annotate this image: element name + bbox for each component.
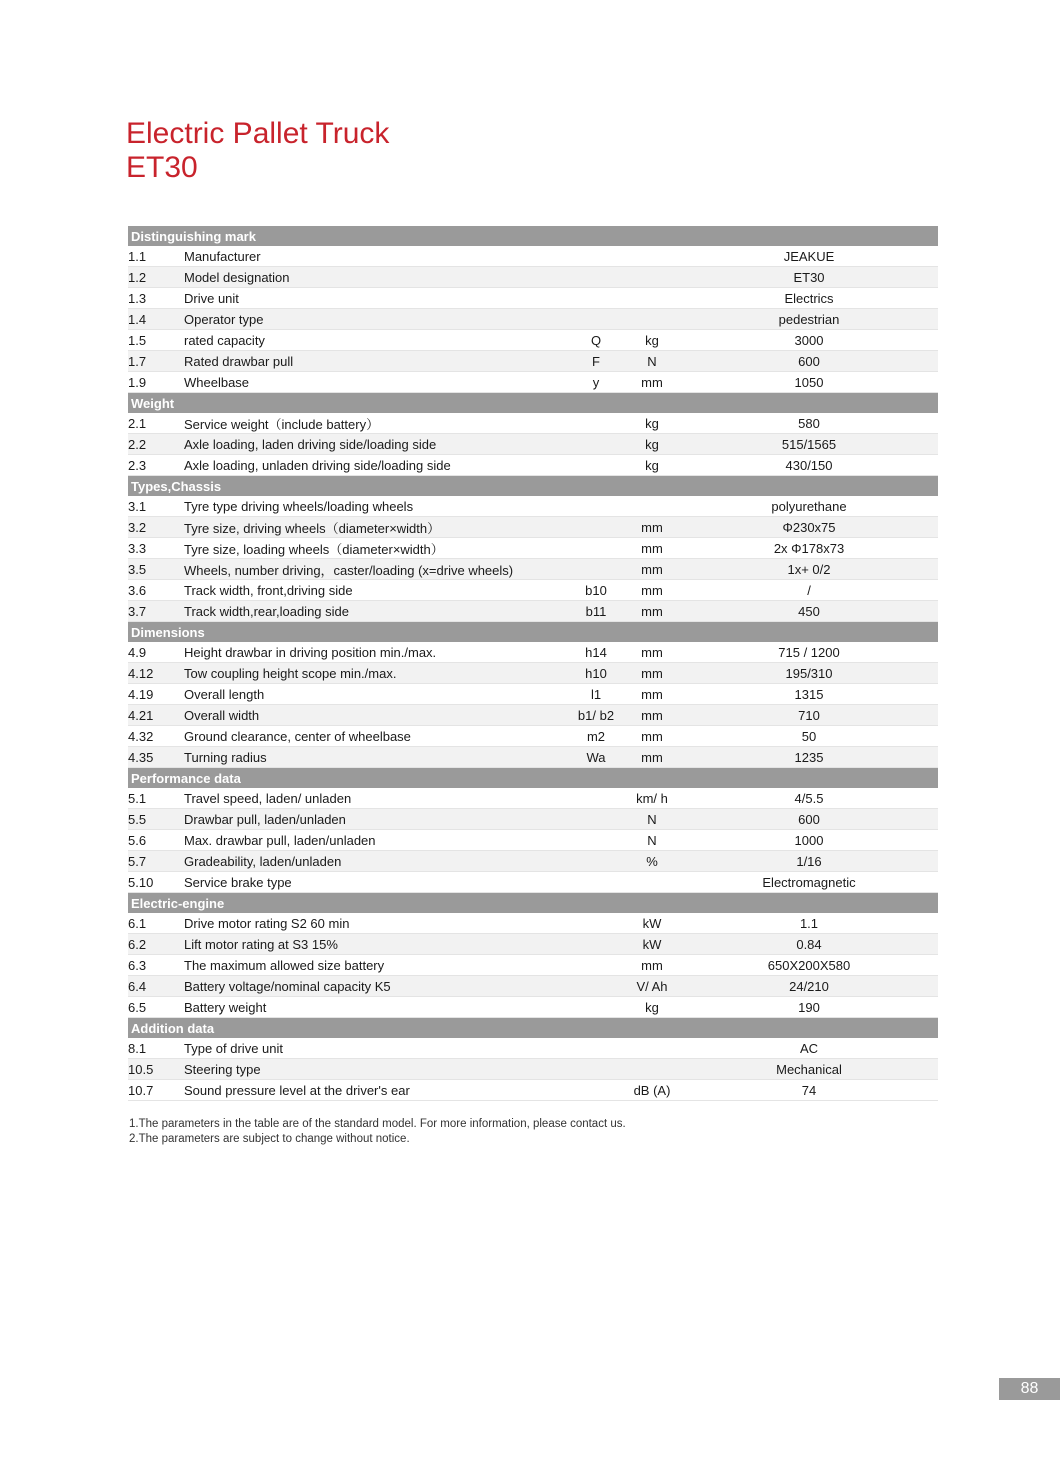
row-number: 1.4 xyxy=(128,309,184,330)
row-number: 4.21 xyxy=(128,705,184,726)
symbol: y xyxy=(568,372,624,393)
row-number: 4.9 xyxy=(128,642,184,663)
section-title: Dimensions xyxy=(128,622,938,643)
table-row xyxy=(128,976,938,997)
row-number: 2.3 xyxy=(128,455,184,476)
parameter-name: Tyre size, driving wheels（diameter×width） xyxy=(184,517,568,538)
symbol xyxy=(568,517,624,538)
row-number: 6.2 xyxy=(128,934,184,955)
unit: mm xyxy=(624,517,680,538)
value: 0.84 xyxy=(680,934,938,955)
section-title: Addition data xyxy=(128,1018,938,1039)
table-row xyxy=(128,809,938,830)
value: 195/310 xyxy=(680,663,938,684)
table-row xyxy=(128,413,938,434)
parameter-name: Operator type xyxy=(184,309,568,330)
row-number: 4.19 xyxy=(128,684,184,705)
value: / xyxy=(680,580,938,601)
value: 2x Φ178x73 xyxy=(680,538,938,559)
symbol xyxy=(568,934,624,955)
model-title: ET30 xyxy=(126,151,198,184)
symbol: b10 xyxy=(568,580,624,601)
symbol xyxy=(568,976,624,997)
parameter-name: Max. drawbar pull, laden/unladen xyxy=(184,830,568,851)
unit: mm xyxy=(624,642,680,663)
table-row xyxy=(128,538,938,559)
parameter-name: Model designation xyxy=(184,267,568,288)
parameter-name: Drawbar pull, laden/unladen xyxy=(184,809,568,830)
unit: mm xyxy=(624,372,680,393)
row-number: 4.32 xyxy=(128,726,184,747)
symbol xyxy=(568,413,624,434)
row-number: 6.5 xyxy=(128,997,184,1018)
value: 580 xyxy=(680,413,938,434)
table-row xyxy=(128,747,938,768)
unit xyxy=(624,288,680,309)
symbol xyxy=(568,288,624,309)
table-row xyxy=(128,726,938,747)
row-number: 2.1 xyxy=(128,413,184,434)
parameter-name: Drive unit xyxy=(184,288,568,309)
unit: N xyxy=(624,830,680,851)
row-number: 1.5 xyxy=(128,330,184,351)
value: 1x+ 0/2 xyxy=(680,559,938,580)
row-number: 3.7 xyxy=(128,601,184,622)
section-title: Performance data xyxy=(128,768,938,789)
value: 710 xyxy=(680,705,938,726)
table-row xyxy=(128,246,938,267)
section-title: Types,Chassis xyxy=(128,476,938,497)
table-row xyxy=(128,684,938,705)
table-row xyxy=(128,288,938,309)
row-number: 10.7 xyxy=(128,1080,184,1101)
unit xyxy=(624,496,680,517)
symbol: Q xyxy=(568,330,624,351)
symbol: F xyxy=(568,351,624,372)
row-number: 5.5 xyxy=(128,809,184,830)
section-title: Weight xyxy=(128,393,938,414)
parameter-name: Lift motor rating at S3 15% xyxy=(184,934,568,955)
value: 50 xyxy=(680,726,938,747)
table-row xyxy=(128,434,938,455)
value: AC xyxy=(680,1038,938,1059)
parameter-name: Type of drive unit xyxy=(184,1038,568,1059)
parameter-name: rated capacity xyxy=(184,330,568,351)
unit: kg xyxy=(624,434,680,455)
section-header xyxy=(128,393,938,414)
value: 600 xyxy=(680,809,938,830)
row-number: 5.10 xyxy=(128,872,184,893)
value: 1235 xyxy=(680,747,938,768)
table-row xyxy=(128,913,938,934)
page-number: 88 xyxy=(999,1378,1060,1400)
symbol: l1 xyxy=(568,684,624,705)
value: 515/1565 xyxy=(680,434,938,455)
value: 4/5.5 xyxy=(680,788,938,809)
row-number: 10.5 xyxy=(128,1059,184,1080)
parameter-name: Battery weight xyxy=(184,997,568,1018)
symbol xyxy=(568,851,624,872)
row-number: 4.12 xyxy=(128,663,184,684)
symbol xyxy=(568,455,624,476)
unit: mm xyxy=(624,663,680,684)
value: 650X200X580 xyxy=(680,955,938,976)
value: 1315 xyxy=(680,684,938,705)
table-row xyxy=(128,601,938,622)
parameter-name: Manufacturer xyxy=(184,246,568,267)
unit: mm xyxy=(624,747,680,768)
unit: kW xyxy=(624,913,680,934)
symbol xyxy=(568,559,624,580)
symbol xyxy=(568,997,624,1018)
symbol: h14 xyxy=(568,642,624,663)
unit: kW xyxy=(624,934,680,955)
symbol: Wa xyxy=(568,747,624,768)
row-number: 5.6 xyxy=(128,830,184,851)
parameter-name: Sound pressure level at the driver's ear xyxy=(184,1080,568,1101)
section-header xyxy=(128,622,938,643)
parameter-name: Tyre type driving wheels/loading wheels xyxy=(184,496,568,517)
row-number: 4.35 xyxy=(128,747,184,768)
section-header xyxy=(128,768,938,789)
footnote: 1.The parameters in the table are of the standard model. For more information, please contact us. xyxy=(129,1118,626,1130)
parameter-name: Service brake type xyxy=(184,872,568,893)
symbol xyxy=(568,267,624,288)
table-row xyxy=(128,559,938,580)
footnote: 2.The parameters are subject to change without notice. xyxy=(129,1133,410,1145)
symbol: b11 xyxy=(568,601,624,622)
table-row xyxy=(128,580,938,601)
table-row xyxy=(128,1038,938,1059)
symbol xyxy=(568,872,624,893)
unit: mm xyxy=(624,955,680,976)
table-row xyxy=(128,330,938,351)
row-number: 5.1 xyxy=(128,788,184,809)
table-row xyxy=(128,372,938,393)
unit: mm xyxy=(624,684,680,705)
symbol xyxy=(568,1059,624,1080)
page-title: Electric Pallet Truck xyxy=(126,117,390,150)
section-header xyxy=(128,893,938,914)
parameter-name: Battery voltage/nominal capacity K5 xyxy=(184,976,568,997)
table-row xyxy=(128,663,938,684)
value: Mechanical xyxy=(680,1059,938,1080)
symbol xyxy=(568,538,624,559)
unit: mm xyxy=(624,559,680,580)
section-header xyxy=(128,476,938,497)
parameter-name: Steering type xyxy=(184,1059,568,1080)
unit xyxy=(624,872,680,893)
parameter-name: Height drawbar in driving position min./max. xyxy=(184,642,568,663)
parameter-name: Travel speed, laden/ unladen xyxy=(184,788,568,809)
row-number: 8.1 xyxy=(128,1038,184,1059)
symbol xyxy=(568,788,624,809)
value: Φ230x75 xyxy=(680,517,938,538)
table-row xyxy=(128,851,938,872)
row-number: 3.1 xyxy=(128,496,184,517)
section-title: Distinguishing mark xyxy=(128,226,938,246)
parameter-name: Rated drawbar pull xyxy=(184,351,568,372)
unit: kg xyxy=(624,455,680,476)
row-number: 6.1 xyxy=(128,913,184,934)
table-row xyxy=(128,788,938,809)
symbol: m2 xyxy=(568,726,624,747)
symbol xyxy=(568,496,624,517)
table-row xyxy=(128,455,938,476)
table-row xyxy=(128,642,938,663)
row-number: 1.7 xyxy=(128,351,184,372)
value: 74 xyxy=(680,1080,938,1101)
unit xyxy=(624,1059,680,1080)
parameter-name: Service weight（include battery） xyxy=(184,413,568,434)
parameter-name: Track width, front,driving side xyxy=(184,580,568,601)
table-row xyxy=(128,1080,938,1101)
section-header xyxy=(128,1018,938,1039)
unit: dB (A) xyxy=(624,1080,680,1101)
section-title: Electric-engine xyxy=(128,893,938,914)
spec-table xyxy=(128,226,938,1101)
value: 1/16 xyxy=(680,851,938,872)
table-row xyxy=(128,955,938,976)
table-row xyxy=(128,517,938,538)
unit: mm xyxy=(624,538,680,559)
unit: mm xyxy=(624,601,680,622)
table-row xyxy=(128,830,938,851)
symbol xyxy=(568,309,624,330)
unit: kg xyxy=(624,330,680,351)
unit: mm xyxy=(624,580,680,601)
unit: mm xyxy=(624,705,680,726)
value: 1000 xyxy=(680,830,938,851)
unit: N xyxy=(624,351,680,372)
row-number: 3.3 xyxy=(128,538,184,559)
row-number: 5.7 xyxy=(128,851,184,872)
row-number: 3.5 xyxy=(128,559,184,580)
row-number: 6.4 xyxy=(128,976,184,997)
row-number: 1.3 xyxy=(128,288,184,309)
unit xyxy=(624,246,680,267)
unit xyxy=(624,267,680,288)
parameter-name: Wheels, number driving，caster/loading (x=drive wheels) xyxy=(184,559,568,580)
table-row xyxy=(128,1059,938,1080)
value: 1.1 xyxy=(680,913,938,934)
unit: N xyxy=(624,809,680,830)
row-number: 3.2 xyxy=(128,517,184,538)
value: 715 / 1200 xyxy=(680,642,938,663)
parameter-name: Ground clearance, center of wheelbase xyxy=(184,726,568,747)
row-number: 6.3 xyxy=(128,955,184,976)
unit xyxy=(624,309,680,330)
symbol xyxy=(568,434,624,455)
symbol xyxy=(568,1038,624,1059)
unit: % xyxy=(624,851,680,872)
unit: kg xyxy=(624,413,680,434)
parameter-name: Tyre size, loading wheels（diameter×width） xyxy=(184,538,568,559)
row-number: 1.1 xyxy=(128,246,184,267)
parameter-name: Axle loading, laden driving side/loading side xyxy=(184,434,568,455)
symbol: h10 xyxy=(568,663,624,684)
value: 430/150 xyxy=(680,455,938,476)
value: 24/210 xyxy=(680,976,938,997)
value: Electrics xyxy=(680,288,938,309)
parameter-name: Tow coupling height scope min./max. xyxy=(184,663,568,684)
table-row xyxy=(128,872,938,893)
value: pedestrian xyxy=(680,309,938,330)
value: 600 xyxy=(680,351,938,372)
value: 1050 xyxy=(680,372,938,393)
parameter-name: Track width,rear,loading side xyxy=(184,601,568,622)
row-number: 1.2 xyxy=(128,267,184,288)
row-number: 1.9 xyxy=(128,372,184,393)
symbol xyxy=(568,246,624,267)
row-number: 2.2 xyxy=(128,434,184,455)
table-row xyxy=(128,705,938,726)
parameter-name: Drive motor rating S2 60 min xyxy=(184,913,568,934)
value: Electromagnetic xyxy=(680,872,938,893)
table-row xyxy=(128,997,938,1018)
value: 450 xyxy=(680,601,938,622)
symbol xyxy=(568,913,624,934)
row-number: 3.6 xyxy=(128,580,184,601)
parameter-name: The maximum allowed size battery xyxy=(184,955,568,976)
symbol xyxy=(568,830,624,851)
value: JEAKUE xyxy=(680,246,938,267)
unit xyxy=(624,1038,680,1059)
unit: V/ Ah xyxy=(624,976,680,997)
value: polyurethane xyxy=(680,496,938,517)
table-row xyxy=(128,309,938,330)
symbol xyxy=(568,1080,624,1101)
symbol: b1/ b2 xyxy=(568,705,624,726)
table-row xyxy=(128,496,938,517)
parameter-name: Gradeability, laden/unladen xyxy=(184,851,568,872)
parameter-name: Axle loading, unladen driving side/loading side xyxy=(184,455,568,476)
footnotes xyxy=(129,1117,626,1147)
value: 3000 xyxy=(680,330,938,351)
parameter-name: Overall width xyxy=(184,705,568,726)
table-row xyxy=(128,934,938,955)
value: ET30 xyxy=(680,267,938,288)
unit: km/ h xyxy=(624,788,680,809)
section-header xyxy=(128,226,938,246)
parameter-name: Wheelbase xyxy=(184,372,568,393)
table-row xyxy=(128,267,938,288)
table-row xyxy=(128,351,938,372)
parameter-name: Overall length xyxy=(184,684,568,705)
parameter-name: Turning radius xyxy=(184,747,568,768)
value: 190 xyxy=(680,997,938,1018)
symbol xyxy=(568,955,624,976)
unit: kg xyxy=(624,997,680,1018)
symbol xyxy=(568,809,624,830)
unit: mm xyxy=(624,726,680,747)
